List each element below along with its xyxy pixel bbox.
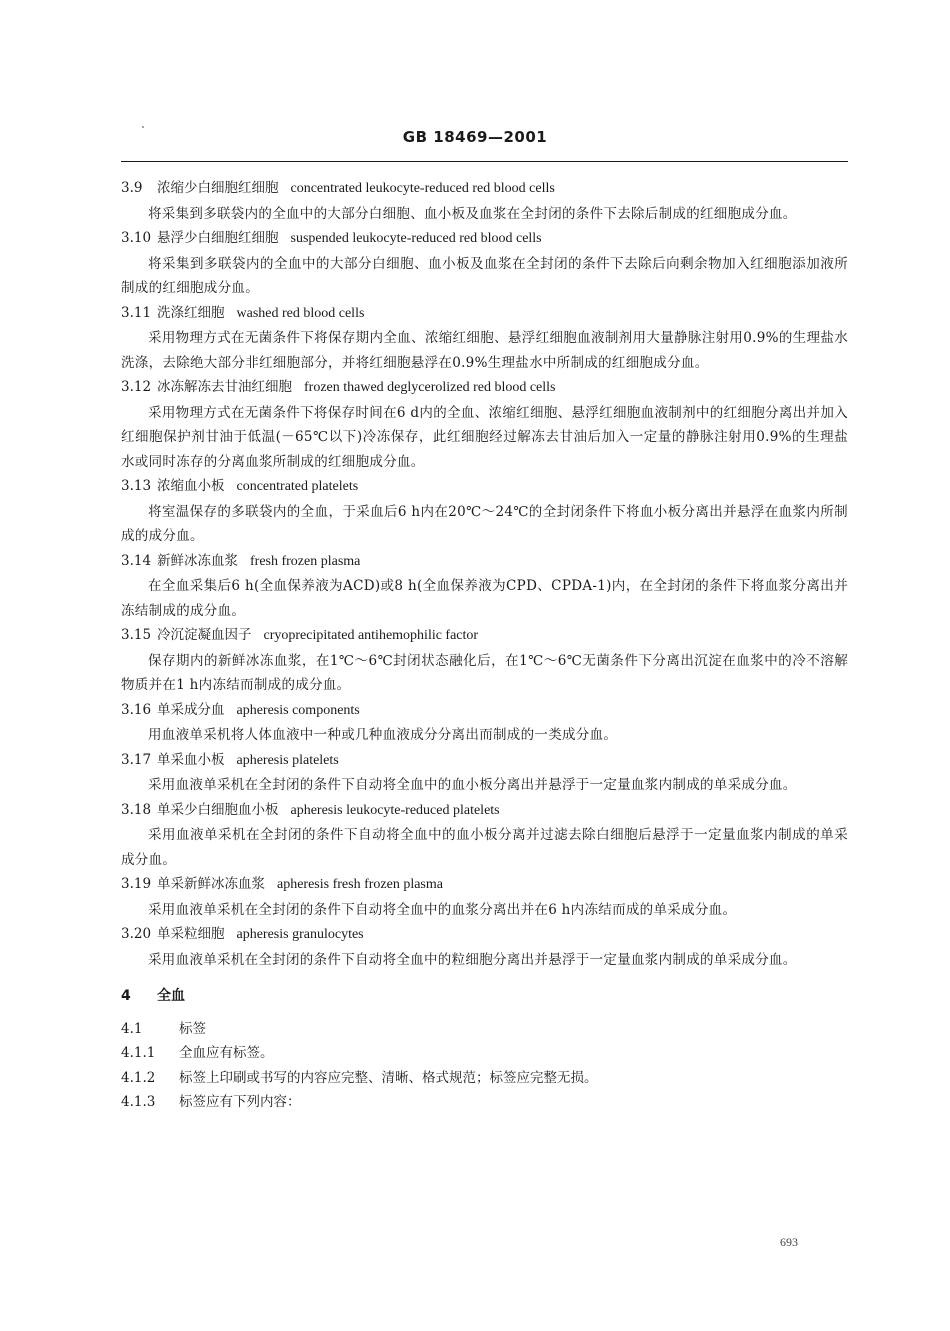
section-title: 全血	[157, 988, 185, 1004]
term-heading	[121, 474, 848, 500]
term-chinese: 冰冻解冻去甘油红细胞	[157, 379, 292, 395]
term-chinese: 浓缩血小板	[157, 478, 225, 494]
term-english: cryoprecipitated antihemophilic factor	[263, 628, 479, 643]
subsection-number: 4.1.3	[121, 1094, 156, 1110]
subsection-item	[121, 1017, 848, 1042]
term-number: 3.9	[121, 180, 143, 196]
term-definition: 将采集到多联袋内的全血中的大部分白细胞、血小板及血浆在全封闭的条件下去除后制成的红细胞成分血。	[148, 205, 797, 222]
term-number: 3.12	[121, 379, 152, 395]
subsection-list	[121, 1017, 848, 1115]
term-heading	[121, 549, 848, 575]
term-english: fresh frozen plasma	[250, 553, 361, 569]
term-definition: 采用血液单采机在全封闭的条件下自动将全血中的粒细胞分离出并悬浮于一定量血浆内制成的单采成分血。	[148, 951, 797, 968]
term-chinese: 单采新鲜冰冻血浆	[157, 876, 265, 892]
term-definition: 采用物理方式在无菌条件下将保存时间在6 d内的全血、浓缩红细胞、悬浮红细胞血液制剂中的红细胞分离出并加入红细胞保护剂甘油于低温(－65℃以下)冷冻保存，此红细胞经过解冻去甘油后加入一定量的静脉注射用0.9%的生理盐水或同时冻存的分离血浆所制成的红细胞成分血。	[121, 404, 848, 470]
term-chinese: 浓缩少白细胞红细胞	[157, 180, 279, 196]
subsection-text: 标签上印刷或书写的内容应完整、清晰、格式规范；标签应完整无损。	[179, 1069, 598, 1086]
subsection-number: 4.1.1	[121, 1045, 156, 1061]
term-english: concentrated leukocyte-reduced red blood cells	[290, 181, 555, 196]
term-number: 3.20	[121, 926, 152, 942]
term-chinese: 单采成分血	[157, 701, 225, 718]
term-english: apheresis platelets	[236, 752, 339, 768]
term-chinese: 洗涤红细胞	[157, 304, 225, 321]
subsection-number: 4.1	[121, 1020, 143, 1037]
term-heading	[121, 798, 848, 824]
term-heading	[121, 872, 848, 898]
term-number: 3.14	[121, 552, 152, 569]
term-english: apheresis components	[236, 702, 360, 718]
term-heading	[121, 748, 848, 774]
term-english: apheresis leukocyte-reduced platelets	[290, 802, 500, 818]
term-number: 3.18	[121, 801, 152, 818]
term-heading	[121, 922, 848, 948]
term-english: suspended leukocyte-reduced red blood cells	[290, 231, 542, 246]
term-number: 3.17	[121, 751, 152, 768]
section-heading	[121, 984, 848, 1009]
subsection-item	[121, 1041, 848, 1066]
term-definition: 在全血采集后6 h(全血保养液为ACD)或8 h(全血保养液为CPD、CPDA-1)内，在全封闭的条件下将血浆分离出并冻结制成的成分血。	[121, 578, 848, 619]
document-body	[121, 176, 848, 1115]
term-definition: 采用物理方式在无菌条件下将保存期内全血、浓缩红细胞、悬浮红细胞血液制剂用大量静脉注射用0.9%的生理盐水洗涤，去除绝大部分非红细胞部分，并将红细胞悬浮在0.9%生理盐水中所制成的红细胞成分血。	[121, 330, 848, 371]
term-chinese: 单采粒细胞	[157, 926, 225, 942]
subsection-text: 标签	[179, 1020, 206, 1037]
term-english: concentrated platelets	[236, 479, 359, 494]
subsection-item	[121, 1090, 848, 1115]
term-definition: 将室温保存的多联袋内的全血，于采血后6 h内在20℃～24℃的全封闭条件下将血小板分离出并悬浮在血浆内所制成的成分血。	[121, 503, 848, 544]
term-definition: 采用血液单采机在全封闭的条件下自动将全血中的血浆分离出并在6 h内冻结而成的单采成分血。	[148, 901, 737, 918]
term-chinese: 单采少白细胞血小板	[157, 801, 279, 818]
term-definition: 保存期内的新鲜冰冻血浆，在1℃～6℃封闭状态融化后，在1℃～6℃无菌条件下分离出沉淀在血浆中的冷不溶解物质并在1 h内冻结而制成的成分血。	[121, 652, 848, 693]
term-heading	[121, 375, 848, 401]
term-heading	[121, 698, 848, 724]
term-english: apheresis granulocytes	[236, 927, 364, 942]
term-number: 3.10	[121, 230, 152, 246]
term-heading	[121, 301, 848, 327]
term-number: 3.19	[121, 876, 152, 892]
standard-number-header: GB 18469—2001	[402, 128, 548, 146]
subsection-text: 全血应有标签。	[179, 1045, 274, 1061]
term-heading	[121, 623, 848, 649]
term-number: 3.15	[121, 627, 152, 643]
subsection-number: 4.1.2	[121, 1069, 156, 1086]
section-number: 4	[121, 988, 131, 1004]
term-chinese: 悬浮少白细胞红细胞	[157, 230, 279, 246]
page-number: 693	[780, 1235, 798, 1249]
term-definition: 采用血液单采机在全封闭的条件下自动将全血中的血小板分离并过滤去除白细胞后悬浮于一定量血浆内制成的单采成分血。	[121, 827, 848, 868]
term-definition: 采用血液单采机在全封闭的条件下自动将全血中的血小板分离出并悬浮于一定量血浆内制成的单采成分血。	[148, 777, 797, 793]
term-english: frozen thawed deglycerolized red blood cells	[304, 380, 556, 395]
term-english: washed red blood cells	[236, 305, 365, 321]
subsection-item	[121, 1066, 848, 1091]
term-chinese: 冷沉淀凝血因子	[157, 627, 252, 643]
subsection-text: 标签应有下列内容：	[179, 1094, 301, 1110]
term-chinese: 新鲜冰冻血浆	[157, 552, 238, 569]
term-heading	[121, 176, 848, 202]
terms-list	[121, 176, 848, 972]
term-definition: 将采集到多联袋内的全血中的大部分白细胞、血小板及血浆在全封闭的条件下去除后向剩余物加入红细胞添加液所制成的红细胞成分血。	[121, 255, 848, 296]
header-rule	[121, 161, 848, 162]
term-english: apheresis fresh frozen plasma	[277, 877, 443, 892]
term-number: 3.13	[121, 478, 152, 494]
term-number: 3.11	[121, 304, 152, 321]
term-chinese: 单采血小板	[157, 751, 225, 768]
term-heading	[121, 226, 848, 252]
term-definition: 用血液单采机将人体血液中一种或几种血液成分分离出而制成的一类成分血。	[148, 727, 618, 743]
term-number: 3.16	[121, 701, 152, 718]
